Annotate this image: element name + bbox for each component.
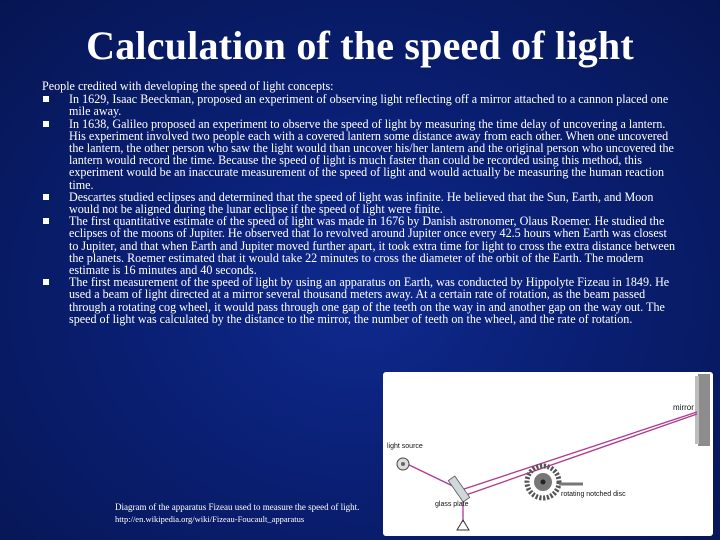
glass-plate-shape [448,476,469,502]
caption-text: Diagram of the apparatus Fizeau used to measure the speed of light. [115,502,360,512]
bullet-text: In 1638, Galileo proposed an experiment to observe the speed of light by measuring the time delay of uncovering a lantern. His experiment involved two people each with a covered lantern some distance away from each other. When one uncovered the lantern, the other person who saw the light would than uncover his/her lantern and the original person who uncovered the lantern would record the time. Because the speed of light is much faster than could be recorded using this method, this experiment would be an inaccurate measurement of the speed of light and would actually be measuring the human reaction time. [69,116,674,192]
bullet-item-roemer [42,215,678,276]
slide-body [42,80,678,325]
diagram-svg [383,372,713,536]
bullet-text: In 1629, Isaac Beeckman, proposed an experiment of observing light reflecting off a mirror attached to a cannon placed one mile away. [69,92,669,119]
bullet-text: Descartes studied eclipses and determined that the speed of light was infinite. He believed that the Sun, Earth, and Moon would not be aligned during the lunar eclipse if the speed of light were finite. [69,189,654,217]
square-bullet-icon [43,279,49,285]
mirror-label: mirror [673,403,694,412]
square-bullet-icon [43,194,49,200]
fizeau-apparatus-diagram [383,372,713,536]
outgoing-beam [461,412,697,490]
wheel-label: rotating notched disc [561,491,626,498]
bullet-item-descartes [42,191,678,215]
bullet-text: The first measurement of the speed of light by using an apparatus on Earth, was conducted by Hippolyte Fizeau in 1849. He used a beam of light directed at a mirror several thousand meters away. At a certain rate of rotation, as the beam passed through a rotating cog wheel, it would pass through one gap of the teeth on the way in and another gap on the way out. The speed of light was calculated by the distance to the mirror, the number of teeth on the wheel, and the rate of rotation. [69,275,670,326]
square-bullet-icon [43,218,49,224]
bullet-item-beeckman [42,93,678,117]
mirror-shape [698,374,710,446]
bullet-item-galileo [42,118,678,191]
bullet-text: The first quantitative estimate of the speed of light was made in 1676 by Danish astronomer, Olaus Roemer. He studied the eclipses of the moons of Jupiter. He observed that Io revolved around Jupiter once every 42.5 hours when Earth was closest to Jupiter, and that when Earth and Jupiter moved further apart, it took extra time for light to cross the extra distance between the planets. Roemer estimated that it would take 22 minutes to cross the diameter of the orbit of the Earth. The modern estimate is 16 minutes and 40 seconds. [69,214,676,278]
cog-wheel-icon [527,466,559,498]
bullet-list [42,93,678,325]
intro-text: People credited with developing the speed of light concepts: [42,79,334,93]
caption-url[interactable]: http://en.wikipedia.org/wiki/Fizeau-Foucault_apparatus [115,513,305,524]
bullet-item-fizeau [42,276,678,325]
light-source-label: light source [387,443,423,450]
glass-plate-label: glass plate [435,501,469,508]
square-bullet-icon [43,96,49,102]
slide-title: Calculation of the speed of light [86,23,634,68]
figure-caption [115,502,377,525]
square-bullet-icon [43,121,49,127]
